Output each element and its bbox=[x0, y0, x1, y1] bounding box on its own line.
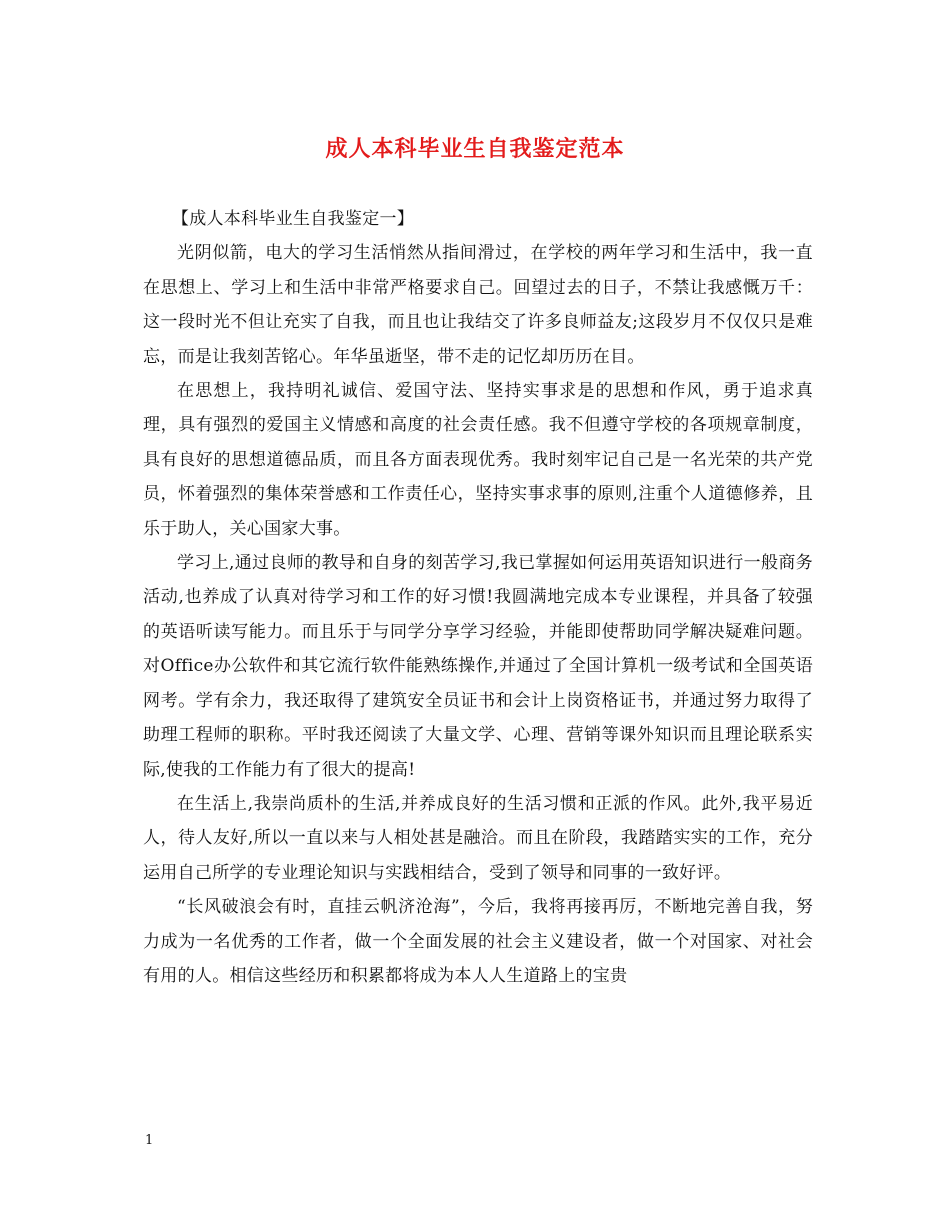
document-title: 成人本科毕业生自我鉴定范本 bbox=[325, 136, 625, 162]
body-paragraph: 学习上,通过良师的教导和自身的刻苦学习,我已掌握如何运用英语知识进行一般商务活动,也养成了认真对待学习和工作的好习惯!我圆满地完成本专业课程，并具备了较强的英语听读写能力。而且乐于与同学分享学习经验，并能即使帮助同学解决疑难问题。对Office办公软件和其它流行软件能熟练操作,并通过了全国计算机一级考试和全国英语网考。学有余力，我还取得了建筑安全员证书和会计上岗资格证书，并通过努力取得了助理工程师的职称。平时我还阅读了大量文学、心理、营销等课外知识而且理论联系实际,使我的工作能力有了很大的提高! bbox=[143, 553, 813, 780]
section-heading: 【成人本科毕业生自我鉴定一】 bbox=[171, 209, 415, 229]
body-paragraph: 光阴似箭，电大的学习生活悄然从指间滑过，在学校的两年学习和生活中，我一直在思想上、学习上和生活中非常严格要求自己。回望过去的日子，不禁让我感慨万千：这一段时光不但让充实了自我，而且也让我结交了许多良师益友;这段岁月不仅仅只是难忘，而是让我刻苦铭心。年华虽逝坚，带不走的记忆却历历在目。 bbox=[143, 243, 813, 367]
body-paragraph: 在思想上，我持明礼诚信、爱国守法、坚持实事求是的思想和作风，勇于追求真理，具有强烈的爱国主义情感和高度的社会责任感。我不但遵守学校的各项规章制度，具有良好的思想道德品质，而且各方面表现优秀。我时刻牢记自己是一名光荣的共产党员，怀着强烈的集体荣誉感和工作责任心，坚持实事求事的原则,注重个人道德修养，且乐于助人，关心国家大事。 bbox=[143, 381, 813, 539]
page-number: 1 bbox=[145, 1133, 154, 1148]
document-body bbox=[143, 202, 813, 993]
body-paragraph: 在生活上,我崇尚质朴的生活,并养成良好的生活习惯和正派的作风。此外,我平易近人，待人友好,所以一直以来与人相处甚是融洽。而且在阶段，我踏踏实实的工作，充分运用自己所学的专业理论知识与实践相结合，受到了领导和同事的一致好评。 bbox=[143, 793, 813, 883]
body-paragraph: “长风破浪会有时，直挂云帆济沧海”，今后，我将再接再厉，不断地完善自我，努力成为一名优秀的工作者，做一个全面发展的社会主义建设者，做一个对国家、对社会有用的人。相信这些经历和积累都将成为本人人生道路上的宝贵 bbox=[143, 897, 813, 986]
